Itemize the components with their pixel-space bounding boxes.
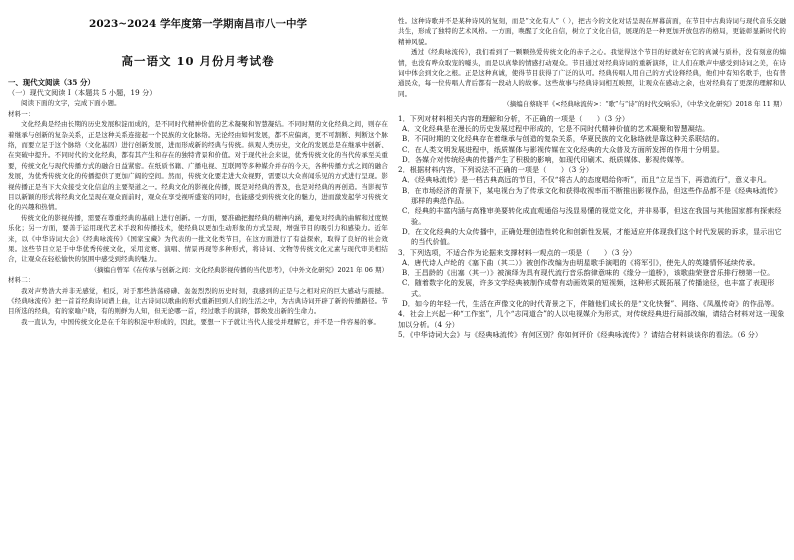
right-column [398, 0, 786, 560]
material2-label: 材料二： [8, 276, 35, 285]
question-1-option-d: D．各媒介对传统经典的传播产生了积极的影响，如现代印刷术、纸质媒体、影视传媒等。 [402, 154, 689, 164]
question-3-option-d: D．如今的年轻一代，生活在声像文化的时代背景之下，伴随他们成长的是“文化快餐”、网络、《凤凰传奇》的作品等。 [402, 299, 779, 308]
section-heading: 一、现代文阅读（35 分） [8, 78, 95, 87]
material1-source: （摘编自曾军《在传承与创新之间：文化经典影视传播的当代思考》，《中外文化研究》2021 年 06 期） [90, 265, 388, 274]
question-1-option-c: C．在人类文明发展进程中，纸质媒体与影视传媒在文化经典的大众普及方面所发挥的作用十分明显。 [402, 144, 725, 154]
question-1-stem: 1．下列对材料相关内容的理解和分析，不正确的一项是（ ）（3 分） [398, 113, 630, 123]
exam-title-line2: 高一语文 10 月份月考试卷 [121, 54, 275, 68]
question-1-option-a: A．文化经典是在漫长的历史发展过程中形成的，它是不同时代精神价值的艺术凝聚和智慧凝结。 [402, 123, 710, 133]
question-2-stem: 2．根据材料内容，下列说法不正确的一项是（ ）（3 分） [398, 165, 594, 175]
question-2-option-a: A．《经典咏流传》是一档古典高远的节目，不仅“将古人的态度唱给你听”，而且“立足当下，再造流行”，意义非凡。 [402, 175, 772, 185]
question-2-option-d: D．在文化经典的大众传播中，正确处理创造性转化和创新性发展，才能适应并体现我们这个时代发展的诉求，显示出它的当代价值。 [402, 226, 782, 247]
material1-paragraph-1: 文化经典是经由长期的历史发展积淀而成的，是不同时代精神价值的艺术凝聚和智慧凝结。不同时期的文化经典之间，则存在着继承与创新的复杂关系，正是这种关系连接起一个民族的文化脉络。无论经由如何发展，都不应偏离，更不可割断、判断这个脉络，而要立足于这个脉络（文化基因）进行创新发展，进而形成新的经典与传统。纵观人类历史，文化的发展总是在继承中创新、在突破中提升。不同时代的文化经典，都有其产生和存在的独特背景和价值。对于现代社会来说，优秀传统文化的当代传承至关重要，传统文化与现代传播方式的融合日益紧密。在纸质书籍、广播电视、互联网等多种媒介并存的今天，各种传播方式之间的融合发展，为优秀传统文化的传播提供了更加广阔的空间。然而，传统文化要走进大众视野，需要以大众喜闻乐见的方式进行呈现。影视传播正是当下大众接受文化信息的主要渠道之一。经典文化的影视化传播，既是对经典的普及，也是对经典的再创造。当影视节目以新颖的形式将经典文化呈现在观众面前时，观众在享受视听盛宴的同时，也能感受到传统文化的魅力，进而激发起学习传统文化的兴趣和热情。 [8, 120, 388, 212]
material1-label: 材料一： [8, 109, 35, 118]
subsection-heading: （一）现代文阅读 I（本题共 5 小题，19 分） [8, 88, 157, 97]
question-3-option-c: C．随着数字化的发展，许多文学经典被制作成带有动画效果的短视频，这种形式既拓展了传播途径，也丰富了表现形式。 [402, 278, 775, 298]
question-3-option-b: B．王昌龄的《出塞（其一）》被演绎为具有现代流行音乐韵律意味的《缘分一道桥》，该歌曲荣登音乐排行榜第一位。 [402, 268, 775, 278]
material2-continued-paragraph-1: 性。这种诗歌并不是某种诗风的复刻，而是“文化有人”（ ），把古今的文化对话呈现在屏幕前面，在节目中古典诗词与现代音乐交融共生，形成了独特的艺术风格。一方面，唤醒了文化自信，树立了文化自信，展现的是一种更加开放包容的格局，更能彰显新时代的精神风貌。 [398, 17, 786, 46]
material1-paragraph-2: 传统文化的影视传播，需要在尊重经典的基础上进行创新。一方面，要准确把握经典的精神内涵，避免对经典的曲解和过度娱乐化；另一方面，要善于运用现代艺术手段和传播技术，使经典以更加生动形象的方式呈现，增强节目的吸引力和感染力。近年来，以《中华诗词大会》《经典咏流传》《国家宝藏》为代表的一批文化类节目，在这方面进行了有益探索，取得了良好的社会效果。这些节目立足于中华优秀传统文化，采用竞赛、演唱、情景再现等多种形式，将诗词、文物等传统文化元素与现代审美相结合，让观众在轻松愉快的氛围中感受到经典的魅力。 [8, 213, 388, 264]
reading-instruction: 阅读下面的文字，完成下面小题。 [21, 99, 121, 108]
question-2-option-b: B．在市场经济的背景下，某电视台为了传承文化和获得收视率而不断推出影视作品，但这些作品都不是《经典咏流传》那样的典范作品。 [402, 185, 782, 206]
question-3-option-a: A．唐代诗人卢纶的《塞下曲（其二）》被创作改编为由明星歌手演唱的《将军引》，使先人的英雄情怀延续传承。 [402, 257, 760, 267]
question-3-stem: 3．下列选项，不适合作为论据来支撑材料一观点的一项是（ ）（3 分） [398, 247, 637, 257]
question-4-stem: 4．社会上兴起一种“工作室”，几个“志同道合”的人以电视媒介为形式，对传统经典进行局部改编，请结合材料对这一现象加以分析。（4 分） [398, 309, 785, 329]
material2-paragraph-1: 我对声势浩大并非无感觉，相反，对于那些浩荡磅礴、轰轰烈烈的历史时刻，我感到的正是与之相对应的巨大感动与震撼。《经典咏流传》把一首首经典诗词谱上曲，让古诗词以歌曲的形式重新回到人们的生活之中，为古典诗词开辟了新的传播路径。节目所选的经典，有的家喻户晓，有的则鲜为人知，但无论哪一首，经过歌手的演绎，都焕发出新的生命力。 [8, 286, 388, 316]
question-1-option-b: B．不同时期的文化经典存在着继承与创造的复杂关系，华夏民族的文化脉络就是靠这种关系联结的。 [402, 134, 724, 144]
material2-source: （摘编自蔡晓平《<经典咏流传>：“歌”与“诗”的时代交响乐》，《中华文化研究》2018 年 11 期） [503, 100, 786, 109]
left-column [8, 0, 388, 560]
question-2-option-c: C．经典的丰富内涵与高雅审美要转化成直观通俗与浅显易懂的视觉文化，并非易事，但这在我国与其他国家都有探索经验。 [402, 206, 782, 226]
material2-paragraph-2: 我一直认为，中国传统文化是在千年的积淀中形成的，因此，要想一下子就让当代人接受并理解它，并不是一件容易的事。 [21, 317, 381, 326]
exam-title-line1: 2023~2024 学年度第一学期南昌市八一中学 [89, 18, 307, 30]
question-5-stem: 5．《中华诗词大会》与《经典咏流传》有何区别？你如何评价《经典咏流传》？请结合材料谈谈你的看法。（6 分） [398, 329, 763, 339]
material2-continued-paragraph-2: 透过《经典咏流传》，我们看到了一颗颗热爱传统文化的赤子之心。我觉得这个节目的好就好在它的真诚与质朴，没有刻意的煽情，也没有哗众取宠的噱头，而是以真挚的情感打动观众。节目通过对经典诗词的重新演绎，让人们在歌声中感受到诗词之美，在诗词中体会到文化之根。正是这种真诚，使得节目获得了广泛的认可。经典传唱人用自己的方式诠释经典，他们中有知名歌手，也有普通民众，每一位传唱人背后都有一段动人的故事。这些故事与经典诗词相互映照，让观众在感动之余，也对经典有了更深的理解和认同。 [398, 48, 786, 98]
